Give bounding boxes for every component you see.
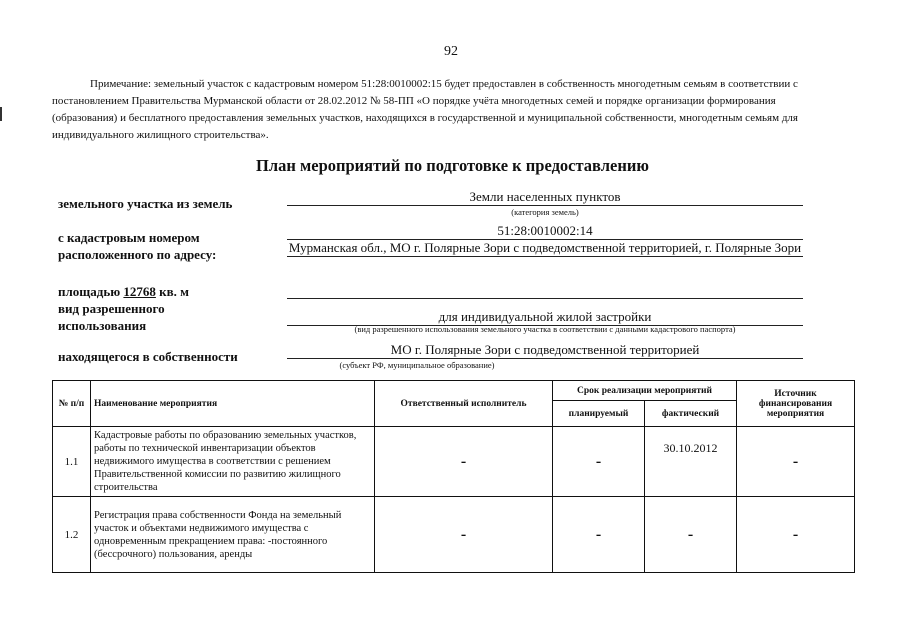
row-source: - (737, 427, 855, 497)
owner-caption: (субъект РФ, муниципальное образование) (339, 360, 495, 370)
header-source: Источник финансирования мероприятия (737, 381, 855, 427)
page-title: План мероприятий по подготовке к предоставлению (256, 156, 649, 175)
use-value: для индивидуальной жилой застройки (287, 309, 803, 326)
row-actual: - (645, 497, 737, 573)
row-num: 1.1 (53, 427, 91, 497)
land-category-caption: (категория земель) (511, 207, 579, 217)
area-label-suffix: кв. м (159, 284, 190, 299)
row-name: Кадастровые работы по образованию земельных участков, работы по технической инвентаризации объектов недвижимого имущества в соответствии с решением Правительственной комиссии по развитию жилищного строительства (91, 427, 375, 497)
area-value: 12768 (123, 284, 156, 299)
scan-margin-mark (0, 107, 2, 121)
address-value: Мурманская обл., МО г. Полярные Зори с подведомственной территорией, г. Полярные Зори (288, 240, 802, 255)
table-row (53, 427, 855, 497)
use-label: вид разрешенного использования (58, 301, 165, 333)
land-category-label: земельного участка из земель (58, 196, 233, 211)
row-planned: - (553, 427, 645, 497)
owner-value: МО г. Полярные Зори с подведомственной территорией (287, 342, 803, 359)
plan-table (52, 380, 855, 573)
row-name: Регистрация права собственности Фонда на земельный участок и объектами недвижимого имущества с одновременным прекращением права: -постоянного (бессрочного) пользования, аренды (91, 497, 375, 573)
area-label-prefix: площадью (58, 284, 121, 299)
cadastral-label: с кадастровым номером (58, 230, 200, 245)
row-actual: 30.10.2012 (645, 427, 737, 497)
use-caption: (вид разрешенного использования земельного участка в соответствии с данными кадастрового паспорта) (354, 324, 736, 334)
header-period: Срок реализации мероприятий (553, 381, 737, 401)
cadastral-value: 51:28:0010002:14 (287, 223, 803, 240)
header-actual: фактический (645, 401, 737, 427)
header-responsible: Ответственный исполнитель (375, 381, 553, 427)
row-source: - (737, 497, 855, 573)
row-responsible: - (375, 497, 553, 573)
owner-label: находящегося в собственности (58, 349, 238, 364)
address-label: расположенного по адресу: (58, 247, 217, 262)
header-num: № п/п (53, 381, 91, 427)
note-paragraph: Примечание: земельный участок с кадастровым номером 51:28:0010002:15 будет предоставлен в собственность многодетным семьям в соответствии с постановлением Правительства Мурманской области от 28.02.2012 № 58-ПП «О порядке учёта многодетных семей и порядке организации формирования (образования) и бесплатного предоставления земельных участков, находящихся в государственной и муниципальной собственности, многодетным семьям для индивидуального жилищного строительства». (52, 78, 798, 141)
row-planned: - (553, 497, 645, 573)
header-planned: планируемый (553, 401, 645, 427)
row-responsible: - (375, 427, 553, 497)
area-line (58, 283, 189, 300)
land-category-value: Земли населенных пунктов (287, 189, 803, 206)
header-name: Наименование мероприятия (91, 381, 375, 427)
table-row (53, 497, 855, 573)
row-num: 1.2 (53, 497, 91, 573)
area-underline (287, 298, 803, 299)
page-number: 92 (444, 44, 458, 59)
